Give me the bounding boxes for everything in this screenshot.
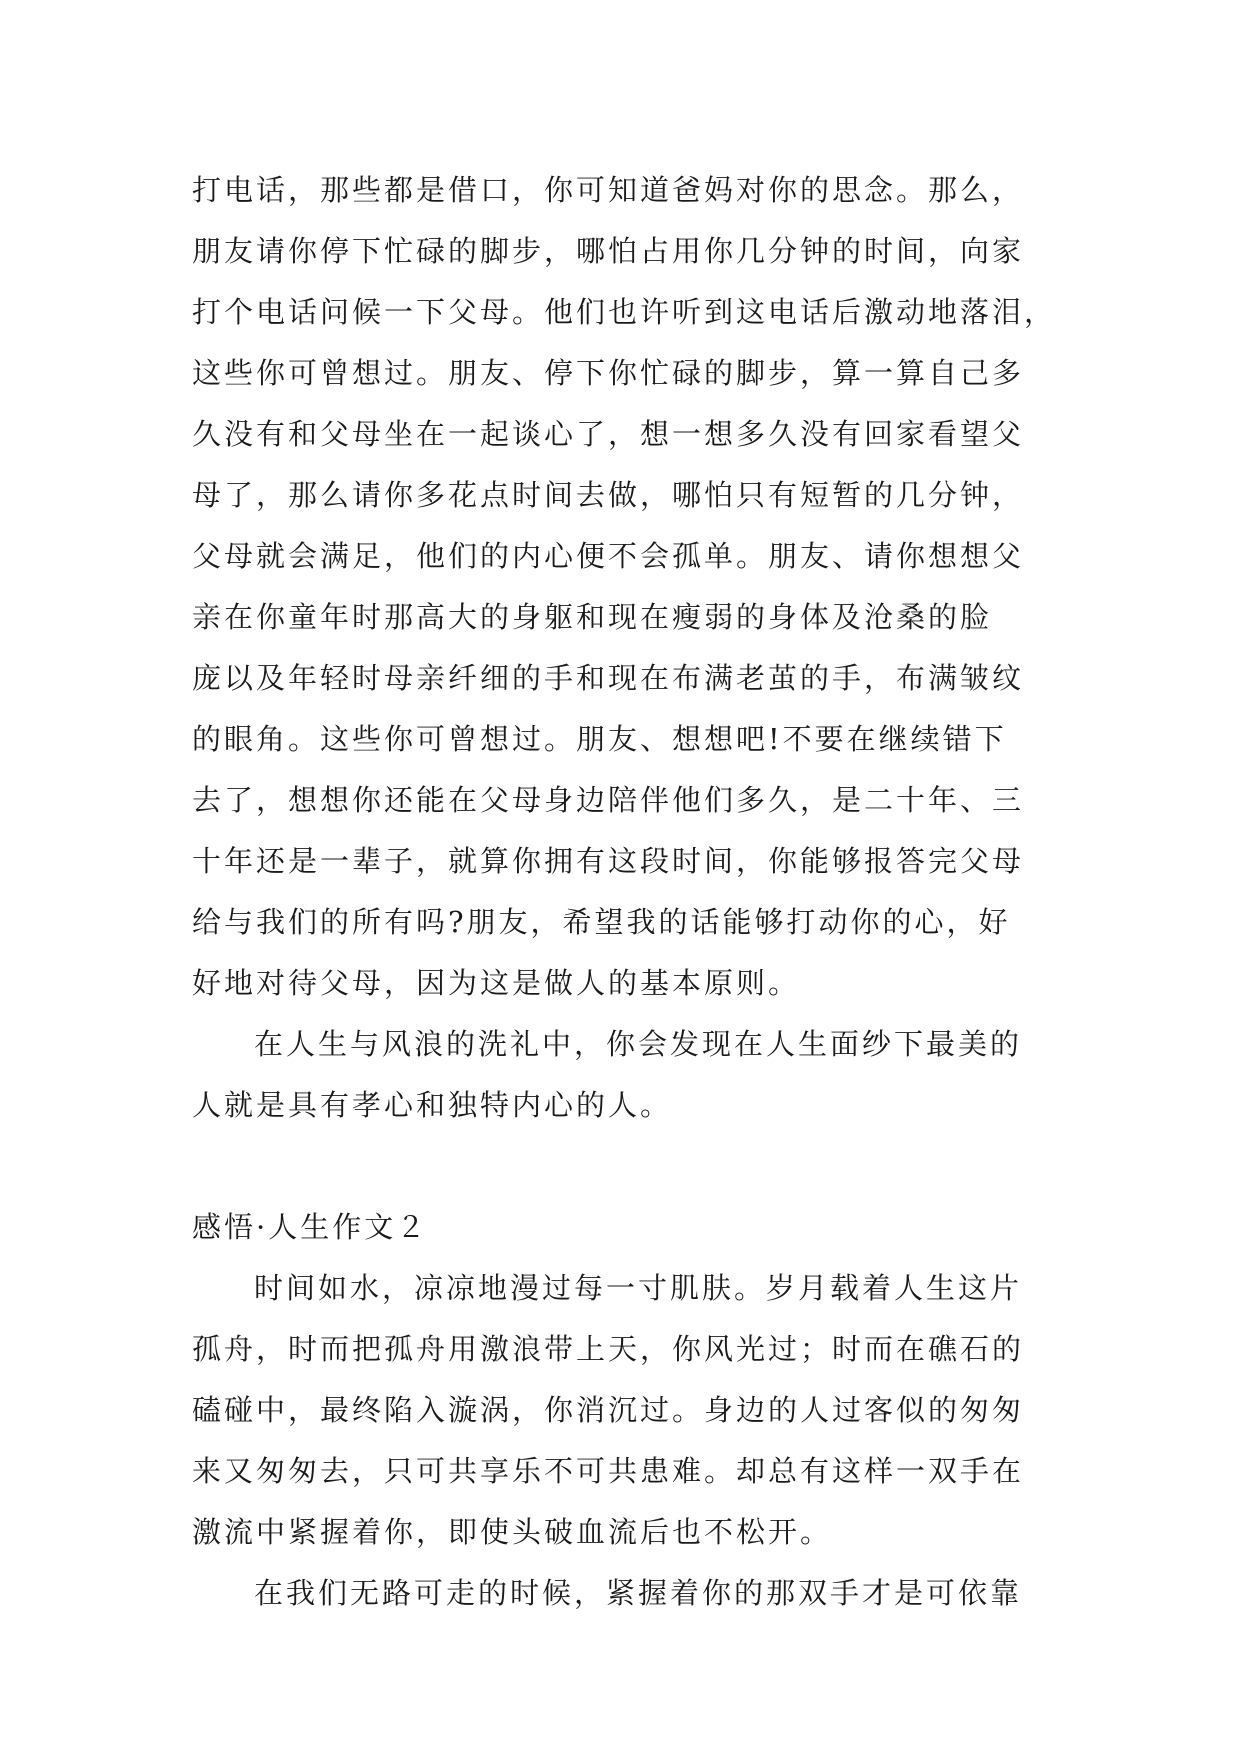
text-line: 好地对待父母，因为这是做人的基本原则。 xyxy=(192,966,801,1000)
text-line: 久没有和父母坐在一起谈心了，想一想多久没有回家看望父 xyxy=(192,417,1025,451)
paragraph-essay2-1 xyxy=(192,1258,1072,1563)
text-line: 在我们无路可走的时候，紧握着你的那双手才是可依靠 xyxy=(254,1576,1023,1610)
document-body xyxy=(192,160,1072,1624)
paragraph-conclusion xyxy=(192,1014,1072,1136)
text-line: 时间如水，凉凉地漫过每一寸肌肤。岁月载着人生这片 xyxy=(254,1271,1023,1305)
text-line: 孤舟，时而把孤舟用激浪带上天，你风光过；时而在礁石的 xyxy=(192,1332,1025,1366)
text-line: 人就是具有孝心和独特内心的人。 xyxy=(192,1088,673,1122)
text-line: 磕碰中，最终陷入漩涡，你消沉过。身边的人过客似的匆匆 xyxy=(192,1393,1025,1427)
text-line: 母了，那么请你多花点时间去做，哪怕只有短暂的几分钟， xyxy=(192,478,1025,512)
text-line: 打个电话问候一下父母。他们也许听到这电话后激动地落泪， xyxy=(192,295,1057,329)
paragraph-essay2-2 xyxy=(192,1563,1072,1624)
text-line: 庞以及年轻时母亲纤细的手和现在布满老茧的手，布满皱纹 xyxy=(192,661,1025,695)
text-line: 打电话，那些都是借口，你可知道爸妈对你的思念。那么， xyxy=(192,173,1025,207)
text-line: 亲在你童年时那高大的身躯和现在瘦弱的身体及沧桑的脸 xyxy=(192,600,993,634)
text-line: 这些你可曾想过。朋友、停下你忙碌的脚步，算一算自己多 xyxy=(192,356,1025,390)
text-line: 父母就会满足，他们的内心便不会孤单。朋友、请你想想父 xyxy=(192,539,1025,573)
text-line: 激流中紧握着你，即使头破血流后也不松开。 xyxy=(192,1515,833,1549)
text-line: 在人生与风浪的洗礼中，你会发现在人生面纱下最美的 xyxy=(254,1027,1023,1061)
essay-title: 感悟·人生作文２ xyxy=(192,1210,429,1244)
text-line: 来又匆匆去，只可共享乐不可共患难。却总有这样一双手在 xyxy=(192,1454,1025,1488)
section-gap xyxy=(192,1136,1072,1197)
paragraph-continued xyxy=(192,160,1072,1014)
text-line: 给与我们的所有吗?朋友，希望我的话能够打动你的心，好 xyxy=(192,905,1011,939)
text-line: 十年还是一辈子，就算你拥有这段时间，你能够报答完父母 xyxy=(192,844,1025,878)
text-line: 朋友请你停下忙碌的脚步，哪怕占用你几分钟的时间，向家 xyxy=(192,234,1025,268)
text-line: 去了，想想你还能在父母身边陪伴他们多久，是二十年、三 xyxy=(192,783,1025,817)
text-line: 的眼角。这些你可曾想过。朋友、想想吧!不要在继续错下 xyxy=(192,722,1007,756)
